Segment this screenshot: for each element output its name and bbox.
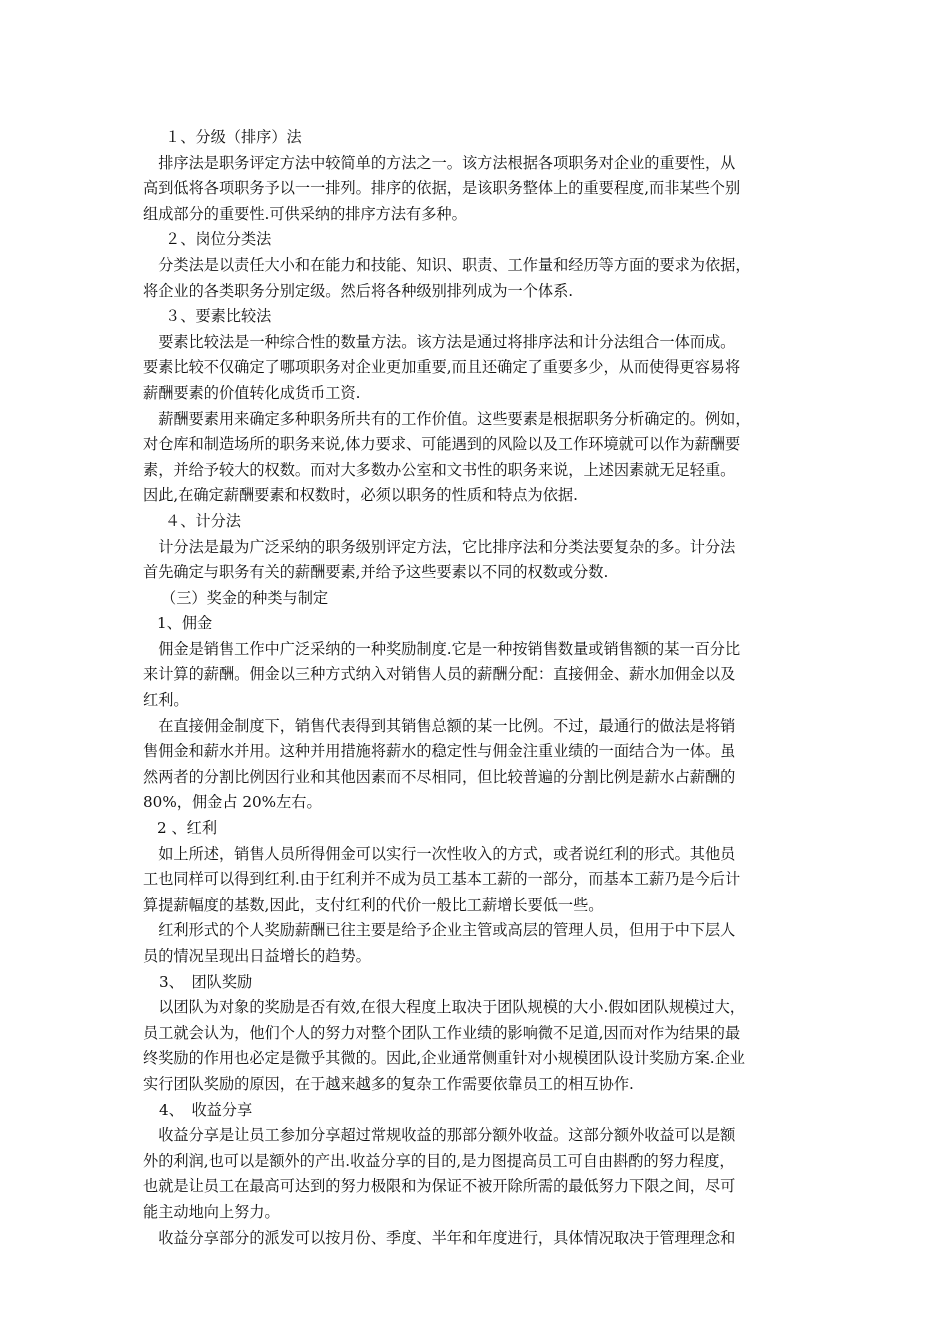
- text-line: 2 、红利: [157, 819, 218, 838]
- paragraph: [143, 1123, 811, 1225]
- text-line: 员工就会认为，他们个人的努力对整个团队工作业绩的影响微不足道,因而对作为结果的最: [143, 1023, 741, 1042]
- section-heading: [143, 509, 811, 535]
- text-line: 实行团队奖励的原因，在于越来越多的复杂工作需要依靠员工的相互协作.: [143, 1074, 634, 1093]
- text-line: 红利。: [143, 691, 189, 710]
- text-line: ３、要素比较法: [165, 307, 272, 326]
- paragraph: [143, 407, 811, 509]
- text-line: 工也同样可以得到红利.由于红利并不成为员工基本工薪的一部分，而基本工薪乃是今后计: [143, 870, 741, 889]
- text-line: 组成部分的重要性.可供采纳的排序方法有多种。: [143, 204, 467, 223]
- text-line: 能主动地向上努力。: [143, 1202, 280, 1221]
- text-line: 薪酬要素用来确定多种职务所共有的工作价值。这些要素是根据职务分析确定的。例如，: [143, 409, 751, 428]
- section-heading: [143, 816, 811, 842]
- paragraph: [143, 714, 811, 816]
- text-line: 要素比较不仅确定了哪项职务对企业更加重要,而且还确定了重要多少，从而使得更容易将: [143, 358, 741, 377]
- paragraph: [143, 918, 811, 969]
- text-line: 收益分享部分的派发可以按月份、季度、半年和年度进行，具体情况取决于管理理念和: [143, 1228, 736, 1247]
- section-heading: [143, 586, 811, 612]
- text-line: 1、佣金: [157, 614, 213, 633]
- text-line: 4、 收益分享: [159, 1100, 253, 1119]
- text-line: ４、计分法: [165, 511, 241, 530]
- text-line: 收益分享是让员工参加分享超过常规收益的那部分额外收益。这部分额外收益可以是额: [143, 1126, 736, 1145]
- text-line: 因此,在确定薪酬要素和权数时，必须以职务的性质和特点为依据.: [143, 486, 578, 505]
- text-line: 要素比较法是一种综合性的数量方法。该方法是通过将排序法和计分法组合一体而成。: [143, 332, 736, 351]
- text-line: 分类法是以责任大小和在能力和技能、知识、职责、工作量和经历等方面的要求为依据，: [143, 255, 751, 274]
- paragraph: [143, 842, 811, 919]
- text-line: 员的情况呈现出日益增长的趋势。: [143, 947, 371, 965]
- section-heading: [143, 125, 811, 151]
- text-line: 外的利润,也可以是额外的产出.收益分享的目的,是力图提高员工可自由斟酌的努力程度，: [143, 1151, 735, 1170]
- paragraph: [143, 151, 811, 228]
- paragraph: [143, 995, 811, 1097]
- text-line: 对仓库和制造场所的职务来说,体力要求、可能遇到的风险以及工作环境就可以作为薪酬要: [143, 435, 741, 454]
- section-heading: [143, 970, 811, 996]
- text-line: 将企业的各类职务分别定级。然后将各种级别排列成为一个体系.: [143, 281, 574, 300]
- text-line: 在直接佣金制度下，销售代表得到其销售总额的某一比例。不过，最通行的做法是将销: [143, 716, 736, 735]
- paragraph: [143, 253, 811, 304]
- text-line: 如上所述，销售人员所得佣金可以实行一次性收入的方式，或者说红利的形式。其他员: [143, 844, 736, 863]
- text-line: 80%，佣金占 20%左右。: [143, 793, 322, 812]
- text-line: 计分法是最为广泛采纳的职务级别评定方法，它比排序法和分类法要复杂的多。计分法: [143, 537, 736, 556]
- paragraph: [143, 1226, 811, 1252]
- text-line: 售佣金和薪水并用。这种并用措施将薪水的稳定性与佣金注重业绩的一面结合为一体。虽: [143, 742, 736, 761]
- text-line: 3、 团队奖励: [159, 972, 253, 991]
- document-body: [143, 125, 811, 1251]
- text-line: １、分级（排序）法: [165, 128, 302, 146]
- text-line: 佣金是销售工作中广泛采纳的一种奖励制度.它是一种按销售数量或销售额的某一百分比: [143, 639, 741, 658]
- text-line: 素，并给予较大的权数。而对大多数办公室和文书性的职务来说，上述因素就无足轻重。: [143, 460, 736, 479]
- text-line: 排序法是职务评定方法中较简单的方法之一。该方法根据各项职务对企业的重要性，从: [143, 153, 736, 172]
- paragraph: [143, 330, 811, 407]
- text-line: 也就是让员工在最高可达到的努力极限和为保证不被开除所需的最低努力下限之间，尽可: [143, 1177, 736, 1196]
- text-line: （三）奖金的种类与制定: [161, 588, 329, 607]
- text-line: ２、岗位分类法: [165, 230, 272, 249]
- section-heading: [143, 611, 811, 637]
- paragraph: [143, 535, 811, 586]
- text-line: 来计算的薪酬。佣金以三种方式纳入对销售人员的薪酬分配：直接佣金、薪水加佣金以及: [143, 665, 736, 684]
- text-line: 然两者的分割比例因行业和其他因素而不尽相同，但比较普遍的分割比例是薪水占薪酬的: [143, 767, 736, 786]
- text-line: 薪酬要素的价值转化成货币工资.: [143, 383, 361, 402]
- text-line: 以团队为对象的奖励是否有效,在很大程度上取决于团队规模的大小.假如团队规模过大，: [143, 998, 745, 1017]
- text-line: 首先确定与职务有关的薪酬要素,并给予这些要素以不同的权数或分数.: [143, 563, 609, 582]
- text-line: 红利形式的个人奖励薪酬已往主要是给予企业主管或高层的管理人员，但用于中下层人: [143, 921, 736, 940]
- text-line: 高到低将各项职务予以一一排列。排序的依据，是该职务整体上的重要程度,而非某些个别: [143, 179, 741, 198]
- section-heading: [143, 304, 811, 330]
- paragraph: [143, 637, 811, 714]
- section-heading: [143, 1098, 811, 1124]
- text-line: 算提薪幅度的基数,因此，支付红利的代价一般比工薪增长要低一些。: [143, 895, 604, 914]
- text-line: 终奖励的作用也必定是微乎其微的。因此,企业通常侧重针对小规模团队设计奖励方案.企业: [143, 1049, 745, 1068]
- section-heading: [143, 227, 811, 253]
